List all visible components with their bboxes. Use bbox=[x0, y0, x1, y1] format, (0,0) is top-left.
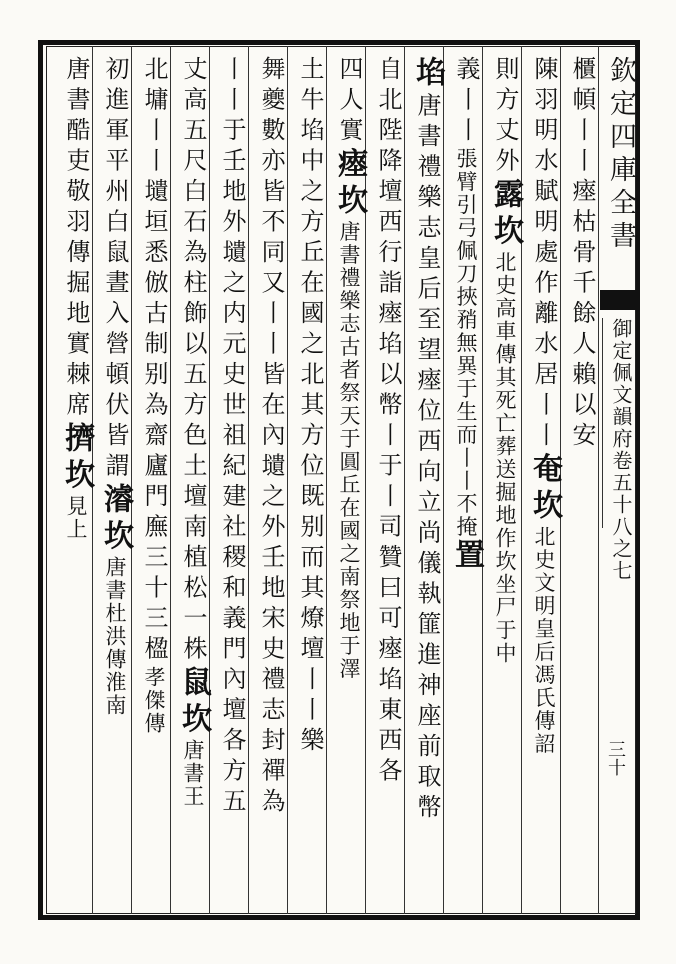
entry-citation: 唐書王 bbox=[181, 739, 205, 808]
text-column-4 bbox=[446, 56, 486, 906]
text-column-11 bbox=[173, 56, 213, 906]
entry-heading: 埳 bbox=[410, 56, 445, 93]
entry-citation: 見上 bbox=[64, 495, 88, 541]
book-title: 欽定四庫全書 bbox=[605, 56, 636, 254]
column-text: 北墉丨丨壝垣悉倣古制别為齋廬門廡三十三楹 bbox=[140, 56, 168, 666]
entry-heading: 濬坎 bbox=[98, 483, 133, 556]
entry-heading: 露坎 bbox=[488, 178, 523, 251]
entry-citation: 北史文明皇后馮氏傳詔 bbox=[532, 525, 556, 756]
fish-tail-mark bbox=[600, 290, 640, 310]
column-text: 中之方丘在國之北其方位既别而其燎壇丨丨樂 bbox=[296, 147, 324, 758]
entry-heading: 鼠坎 bbox=[176, 666, 211, 739]
entry-citation: 張臂引弓佩刀挾矟無異于生而丨丨不掩 bbox=[454, 147, 478, 539]
column-text: 初進軍平州白鼠晝入營頓伏皆謂 bbox=[101, 56, 129, 483]
entry-heading: 奄坎 bbox=[527, 452, 562, 526]
entry-citation: 唐書禮樂志古者祭天于圓丘在國之南祭地于澤 bbox=[337, 220, 361, 681]
column-text: 義丨丨 bbox=[452, 56, 480, 148]
text-column-9 bbox=[251, 56, 291, 906]
text-column-3 bbox=[485, 56, 525, 906]
text-column-14 bbox=[56, 56, 96, 906]
entry-heading: 擠坎 bbox=[59, 422, 94, 495]
column-text: 唐書酷吏敬羽傳掘地實棘席 bbox=[62, 56, 90, 422]
column-text: 丨丨于壬地外壝之内元史世祖紀建社稷和義門內壇各方五 bbox=[218, 56, 246, 819]
volume-label: 御定佩文韻府卷五十八之七 bbox=[602, 318, 639, 528]
column-text: 則方丈外 bbox=[491, 56, 519, 178]
text-column-7 bbox=[329, 56, 369, 906]
column-text: 唐書禮樂志皇后至望瘞位西向立尚儀執篚進神座前取幣 bbox=[413, 92, 441, 825]
column-text: 丈高五尺白石為柱飾以五方色土壇南植松一株 bbox=[179, 56, 207, 666]
entry-citation: 北史高車傳其死亡葬送掘地作坎坐尸于中 bbox=[493, 251, 517, 665]
column-text: 土牛埳 bbox=[296, 56, 324, 148]
column-text: 自北陛降壇西行詣瘞埳以幣丨于丨司贊曰可瘞埳東西各 bbox=[374, 56, 402, 788]
text-column-12 bbox=[134, 56, 174, 906]
entry-citation: 唐書杜洪傳淮南 bbox=[103, 556, 127, 717]
text-column-10 bbox=[212, 56, 252, 906]
text-column-8 bbox=[290, 56, 330, 906]
column-text: 陳羽明水賦明處作離水居丨丨 bbox=[530, 56, 558, 453]
page-number: 三十 bbox=[605, 740, 626, 776]
text-column-5 bbox=[407, 56, 447, 906]
text-column-13 bbox=[95, 56, 135, 906]
column-text: 櫃幁丨丨瘞枯骨千餘人賴以安 bbox=[568, 56, 596, 453]
entry-heading: 瘞坎 bbox=[332, 147, 367, 221]
text-column-1 bbox=[562, 56, 602, 906]
text-column-6 bbox=[368, 56, 408, 906]
column-text: 舞夔數亦皆不同又丨丨皆在內壝之外壬地宋史禮志封禪為 bbox=[257, 56, 285, 819]
text-column-2 bbox=[524, 56, 564, 906]
entry-citation: 孝傑傳 bbox=[142, 666, 166, 735]
entry-heading: 置 bbox=[449, 538, 484, 575]
column-text: 四人實 bbox=[335, 56, 363, 148]
